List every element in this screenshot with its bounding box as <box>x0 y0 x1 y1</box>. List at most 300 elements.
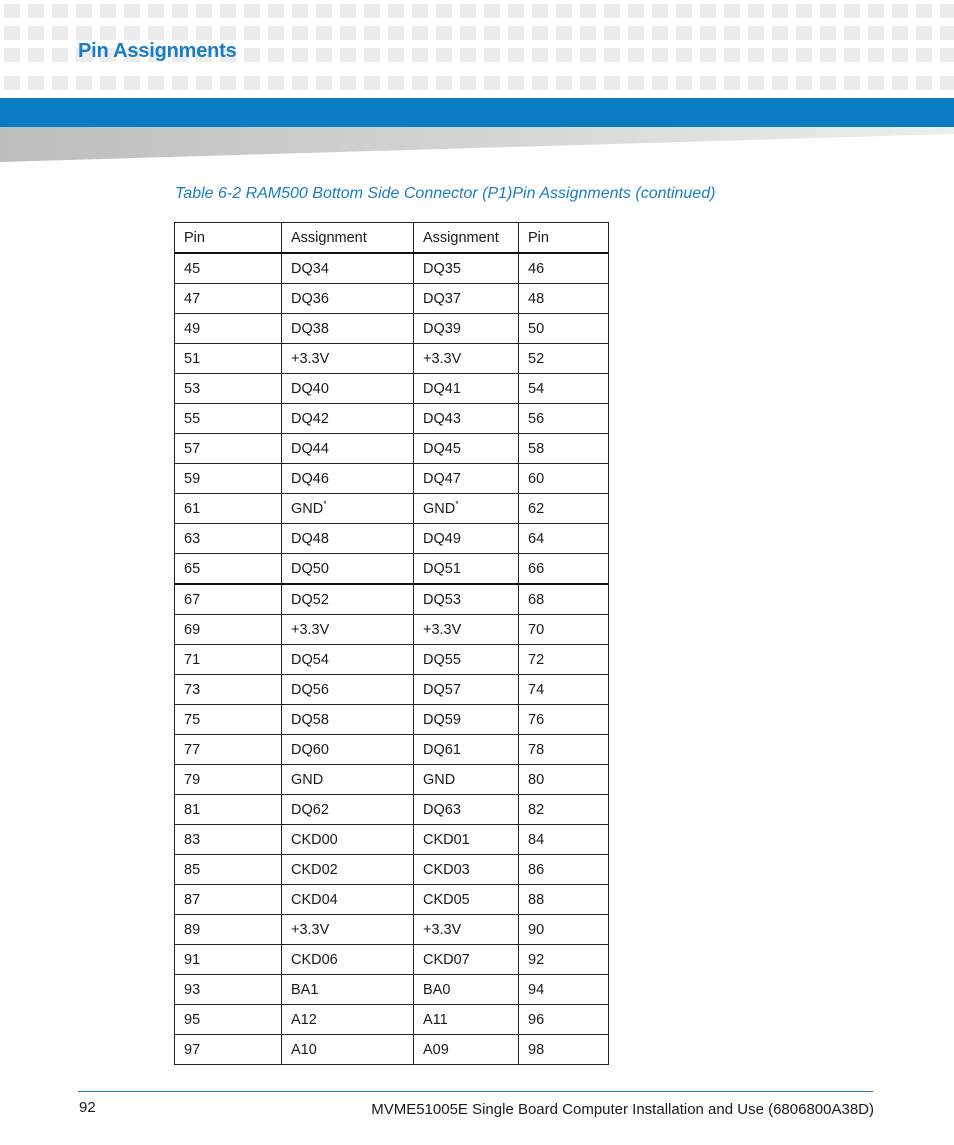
pin-cell <box>519 494 609 524</box>
header-pattern-square <box>772 26 788 40</box>
header-pattern-square <box>748 4 764 18</box>
pin-cell <box>519 675 609 705</box>
header-pattern-square <box>196 76 212 90</box>
cell-text: 73 <box>184 681 201 698</box>
pin-cell <box>175 434 282 464</box>
assignment-cell <box>414 1035 519 1065</box>
section-title: Pin Assignments <box>78 40 237 62</box>
cell-text: 46 <box>528 260 545 277</box>
assignment-cell <box>282 825 414 855</box>
cell-text: DQ60 <box>291 741 329 758</box>
cell-text: 68 <box>528 591 545 608</box>
header-pattern-square <box>532 26 548 40</box>
cell-text: A09 <box>423 1041 449 1058</box>
cell-text: DQ44 <box>291 440 329 457</box>
header-pattern-square <box>268 26 284 40</box>
header-pattern-square <box>76 76 92 90</box>
cell-text: 58 <box>528 440 545 457</box>
header-pattern-square <box>388 4 404 18</box>
pin-cell <box>519 705 609 735</box>
assignment-cell <box>414 705 519 735</box>
table-row <box>175 524 609 554</box>
header-pattern-square <box>100 76 116 90</box>
column-header-pin: Pin <box>519 223 609 254</box>
assignment-cell <box>414 464 519 494</box>
header-pattern-square <box>868 4 884 18</box>
header-pattern-square <box>268 48 284 62</box>
header-pattern-square <box>556 48 572 62</box>
assignment-cell <box>282 915 414 945</box>
header-pattern-square <box>772 4 788 18</box>
assignment-cell <box>414 524 519 554</box>
table-row <box>175 464 609 494</box>
cell-text: 64 <box>528 530 545 547</box>
cell-text: 45 <box>184 260 201 277</box>
pin-cell <box>519 1035 609 1065</box>
header-pattern-square <box>292 4 308 18</box>
cell-text: DQ36 <box>291 290 329 307</box>
pin-cell <box>175 584 282 615</box>
header-gray-wedge <box>0 127 954 163</box>
assignment-cell <box>282 554 414 585</box>
header-pattern-square <box>268 76 284 90</box>
pin-cell <box>175 615 282 645</box>
cell-text: 83 <box>184 831 201 848</box>
header-pattern-square <box>484 26 500 40</box>
pin-assignment-table <box>174 222 609 1065</box>
table-row <box>175 735 609 765</box>
header-pattern-square <box>652 26 668 40</box>
pin-cell <box>175 765 282 795</box>
header-pattern-square <box>100 4 116 18</box>
header-pattern-square <box>700 48 716 62</box>
pin-cell <box>519 404 609 434</box>
header-pattern-square <box>820 76 836 90</box>
table-row <box>175 885 609 915</box>
header-pattern-square <box>724 26 740 40</box>
pin-cell <box>519 584 609 615</box>
header-pattern-square <box>292 26 308 40</box>
cell-text: DQ39 <box>423 320 461 337</box>
pin-cell <box>519 314 609 344</box>
cell-text: 91 <box>184 951 201 968</box>
header-pattern-square <box>700 76 716 90</box>
assignment-cell <box>282 404 414 434</box>
assignment-cell <box>282 284 414 314</box>
pin-cell <box>175 915 282 945</box>
header-pattern-square <box>4 48 20 62</box>
header-pattern-square <box>244 4 260 18</box>
header-pattern-square <box>220 26 236 40</box>
cell-text: DQ53 <box>423 591 461 608</box>
header-pattern-square <box>652 48 668 62</box>
header-pattern-square <box>484 76 500 90</box>
cell-text: DQ50 <box>291 560 329 577</box>
header-pattern-square <box>460 48 476 62</box>
header-pattern-square <box>436 48 452 62</box>
cell-text: DQ61 <box>423 741 461 758</box>
cell-text: DQ37 <box>423 290 461 307</box>
cell-text: DQ46 <box>291 470 329 487</box>
header-pattern-square <box>940 76 954 90</box>
pin-cell <box>175 945 282 975</box>
cell-text: +3.3V <box>423 350 462 367</box>
header-pattern-square <box>124 4 140 18</box>
cell-text: 57 <box>184 440 201 457</box>
cell-text: GND <box>423 500 456 517</box>
assignment-cell <box>414 494 519 524</box>
cell-text: CKD04 <box>291 891 338 908</box>
assignment-cell <box>414 795 519 825</box>
header-pattern-square <box>148 4 164 18</box>
header-pattern-square <box>124 76 140 90</box>
header-pattern-square <box>844 4 860 18</box>
header-pattern-square <box>892 4 908 18</box>
cell-text: 56 <box>528 410 545 427</box>
cell-text: DQ56 <box>291 681 329 698</box>
cell-text: 67 <box>184 591 201 608</box>
assignment-cell <box>414 675 519 705</box>
assignment-cell <box>282 795 414 825</box>
header-pattern-square <box>364 4 380 18</box>
pin-cell <box>519 645 609 675</box>
cell-text: 89 <box>184 921 201 938</box>
header-pattern-square <box>772 76 788 90</box>
table-row <box>175 765 609 795</box>
pin-cell <box>175 253 282 284</box>
assignment-cell <box>282 344 414 374</box>
header-pattern-square <box>724 48 740 62</box>
cell-text: A11 <box>423 1011 448 1028</box>
header-pattern-square <box>628 48 644 62</box>
header-pattern-square <box>28 4 44 18</box>
header-pattern-square <box>28 48 44 62</box>
header-pattern-square <box>340 26 356 40</box>
assignment-cell <box>414 284 519 314</box>
cell-text: CKD01 <box>423 831 470 848</box>
table-row <box>175 494 609 524</box>
cell-text: DQ42 <box>291 410 329 427</box>
cell-text: 48 <box>528 290 545 307</box>
cell-text: 52 <box>528 350 545 367</box>
header-pattern-square <box>76 4 92 18</box>
assignment-cell <box>282 765 414 795</box>
assignment-cell <box>282 735 414 765</box>
cell-text: DQ62 <box>291 801 329 818</box>
table-row <box>175 284 609 314</box>
assignment-cell <box>282 584 414 615</box>
header-pattern-square <box>364 26 380 40</box>
cell-text: DQ48 <box>291 530 329 547</box>
assignment-cell <box>414 855 519 885</box>
header-pattern-square <box>220 76 236 90</box>
header-pattern-square <box>508 26 524 40</box>
assignment-cell <box>414 975 519 1005</box>
pin-cell <box>175 855 282 885</box>
assignment-cell <box>414 885 519 915</box>
header-pattern-square <box>292 76 308 90</box>
cell-text: 90 <box>528 921 545 938</box>
header-pattern-square <box>484 4 500 18</box>
table-row <box>175 584 609 615</box>
pin-cell <box>519 975 609 1005</box>
cell-text: 65 <box>184 560 201 577</box>
cell-text: 84 <box>528 831 545 848</box>
header-pattern-square <box>196 4 212 18</box>
header-pattern-square <box>628 26 644 40</box>
pin-cell <box>519 524 609 554</box>
cell-text: 78 <box>528 741 545 758</box>
header-pattern-square <box>580 76 596 90</box>
cell-text: GND <box>423 771 456 788</box>
assignment-cell <box>282 314 414 344</box>
table-row <box>175 1005 609 1035</box>
table-row <box>175 975 609 1005</box>
cell-text: 94 <box>528 981 545 998</box>
cell-text: 54 <box>528 380 545 397</box>
cell-text: 79 <box>184 771 201 788</box>
cell-text: 47 <box>184 290 201 307</box>
header-pattern-square <box>412 76 428 90</box>
cell-text: 76 <box>528 711 545 728</box>
header-pattern-square <box>652 76 668 90</box>
cell-text: 55 <box>184 410 201 427</box>
header-pattern-square <box>916 4 932 18</box>
cell-text: 74 <box>528 681 545 698</box>
header-pattern-square <box>556 26 572 40</box>
cell-text: +3.3V <box>423 621 462 638</box>
cell-text: CKD07 <box>423 951 470 968</box>
cell-text: DQ59 <box>423 711 461 728</box>
header-pattern-square <box>604 4 620 18</box>
header-pattern-square <box>700 4 716 18</box>
page-number: 92 <box>79 1099 96 1116</box>
pin-cell <box>519 434 609 464</box>
assignment-cell <box>282 945 414 975</box>
pin-cell <box>519 253 609 284</box>
header-pattern-square <box>796 76 812 90</box>
header-pattern-square <box>28 26 44 40</box>
cell-text: GND <box>291 771 324 788</box>
cell-text: 53 <box>184 380 201 397</box>
pin-cell <box>519 765 609 795</box>
cell-text: DQ43 <box>423 410 461 427</box>
header-pattern-square <box>676 48 692 62</box>
cell-text: CKD02 <box>291 861 338 878</box>
table-row <box>175 675 609 705</box>
header-pattern-square <box>676 26 692 40</box>
pin-cell <box>175 975 282 1005</box>
header-pattern-square <box>676 76 692 90</box>
header-pattern-square <box>244 76 260 90</box>
assignment-cell <box>414 253 519 284</box>
cell-text: DQ51 <box>423 560 461 577</box>
cell-text: 93 <box>184 981 201 998</box>
table-caption: Table 6-2 RAM500 Bottom Side Connector (P1)Pin Assignments (continued) <box>175 185 716 202</box>
pin-cell <box>175 464 282 494</box>
header-pattern-square <box>412 48 428 62</box>
cell-text: 62 <box>528 500 545 517</box>
header-pattern-square <box>52 26 68 40</box>
cell-text: 59 <box>184 470 201 487</box>
header-pattern-square <box>676 4 692 18</box>
cell-text: 69 <box>184 621 201 638</box>
header-blue-bar <box>0 98 954 127</box>
pin-cell <box>519 344 609 374</box>
header-pattern-square <box>316 76 332 90</box>
header-pattern-square <box>4 76 20 90</box>
assignment-cell <box>414 344 519 374</box>
cell-text: DQ58 <box>291 711 329 728</box>
cell-text: 88 <box>528 891 545 908</box>
cell-text: DQ54 <box>291 651 329 668</box>
cell-text: CKD03 <box>423 861 470 878</box>
cell-text: DQ45 <box>423 440 461 457</box>
cell-text: BA0 <box>423 981 451 998</box>
cell-text: 81 <box>184 801 201 818</box>
pin-cell <box>175 284 282 314</box>
header-pattern-square <box>340 76 356 90</box>
header-pattern-square <box>868 76 884 90</box>
assignment-cell <box>282 675 414 705</box>
header-pattern-square <box>748 26 764 40</box>
pin-cell <box>175 795 282 825</box>
cell-text: DQ47 <box>423 470 461 487</box>
header-pattern-square <box>556 76 572 90</box>
header-pattern-square <box>532 76 548 90</box>
cell-text: 92 <box>528 951 545 968</box>
assignment-cell <box>414 434 519 464</box>
header-pattern-square <box>892 48 908 62</box>
header-pattern-square <box>532 48 548 62</box>
footer-rule <box>78 1091 873 1092</box>
header-pattern-square <box>724 76 740 90</box>
header-pattern-square <box>508 76 524 90</box>
cell-text: DQ49 <box>423 530 461 547</box>
cell-text: DQ34 <box>291 260 329 277</box>
header-pattern-square <box>940 4 954 18</box>
assignment-cell <box>282 494 414 524</box>
header-pattern-square <box>76 26 92 40</box>
cell-text: 77 <box>184 741 201 758</box>
pin-cell <box>519 554 609 585</box>
pin-cell <box>175 885 282 915</box>
cell-text: 60 <box>528 470 545 487</box>
assignment-cell <box>414 584 519 615</box>
pin-cell <box>175 374 282 404</box>
header-pattern-square <box>916 76 932 90</box>
pin-cell <box>519 284 609 314</box>
cell-text: DQ40 <box>291 380 329 397</box>
header-pattern-square <box>172 76 188 90</box>
assignment-cell <box>282 975 414 1005</box>
header-pattern-square <box>940 48 954 62</box>
cell-text: 72 <box>528 651 545 668</box>
pin-cell <box>175 494 282 524</box>
assignment-cell <box>282 1035 414 1065</box>
assignment-cell <box>282 885 414 915</box>
pin-cell <box>519 885 609 915</box>
assignment-cell <box>282 524 414 554</box>
header-pattern-square <box>460 4 476 18</box>
header-pattern-square <box>436 26 452 40</box>
header-pattern-square <box>52 4 68 18</box>
column-header-assignment: Assignment <box>414 223 519 254</box>
header-pattern-square <box>388 48 404 62</box>
header-pattern-square <box>508 4 524 18</box>
pin-cell <box>519 825 609 855</box>
cell-text: A10 <box>291 1041 317 1058</box>
cell-text: DQ63 <box>423 801 461 818</box>
footnote-marker: * <box>455 498 459 509</box>
header-pattern-square <box>196 26 212 40</box>
header-pattern-square <box>892 26 908 40</box>
header-pattern-square <box>868 48 884 62</box>
cell-text: CKD00 <box>291 831 338 848</box>
header-pattern-square <box>460 76 476 90</box>
header-pattern-square <box>532 4 548 18</box>
cell-text: GND <box>291 500 324 517</box>
column-header-assignment: Assignment <box>282 223 414 254</box>
header-pattern-square <box>364 48 380 62</box>
pin-cell <box>175 735 282 765</box>
header-pattern-square <box>916 48 932 62</box>
header-pattern-square <box>796 26 812 40</box>
header-pattern-square <box>628 76 644 90</box>
assignment-cell <box>414 945 519 975</box>
pin-cell <box>175 344 282 374</box>
header-pattern-square <box>508 48 524 62</box>
header-pattern-square <box>52 48 68 62</box>
cell-text: CKD05 <box>423 891 470 908</box>
header-pattern-square <box>316 48 332 62</box>
table-row <box>175 314 609 344</box>
pin-cell <box>175 705 282 735</box>
header-pattern-square <box>652 4 668 18</box>
header-pattern-square <box>412 4 428 18</box>
header-pattern-square <box>748 76 764 90</box>
column-header-pin: Pin <box>175 223 282 254</box>
table-row <box>175 645 609 675</box>
assignment-cell <box>282 705 414 735</box>
header-pattern-square <box>604 76 620 90</box>
table-row <box>175 915 609 945</box>
cell-text: 75 <box>184 711 201 728</box>
header-pattern-square <box>316 4 332 18</box>
header-pattern-square <box>148 26 164 40</box>
table-row <box>175 404 609 434</box>
cell-text: 51 <box>184 350 201 367</box>
assignment-cell <box>282 645 414 675</box>
header-pattern-square <box>172 4 188 18</box>
pin-cell <box>175 554 282 585</box>
cell-text: +3.3V <box>291 921 330 938</box>
assignment-cell <box>414 404 519 434</box>
table-row <box>175 615 609 645</box>
assignment-cell <box>282 434 414 464</box>
header-pattern-square <box>4 26 20 40</box>
cell-text: 98 <box>528 1041 545 1058</box>
table-row <box>175 705 609 735</box>
header-pattern-square <box>868 26 884 40</box>
header-pattern-square <box>172 26 188 40</box>
cell-text: DQ41 <box>423 380 461 397</box>
table-row <box>175 1035 609 1065</box>
cell-text: DQ55 <box>423 651 461 668</box>
cell-text: BA1 <box>291 981 319 998</box>
pin-cell <box>175 645 282 675</box>
table-row <box>175 945 609 975</box>
